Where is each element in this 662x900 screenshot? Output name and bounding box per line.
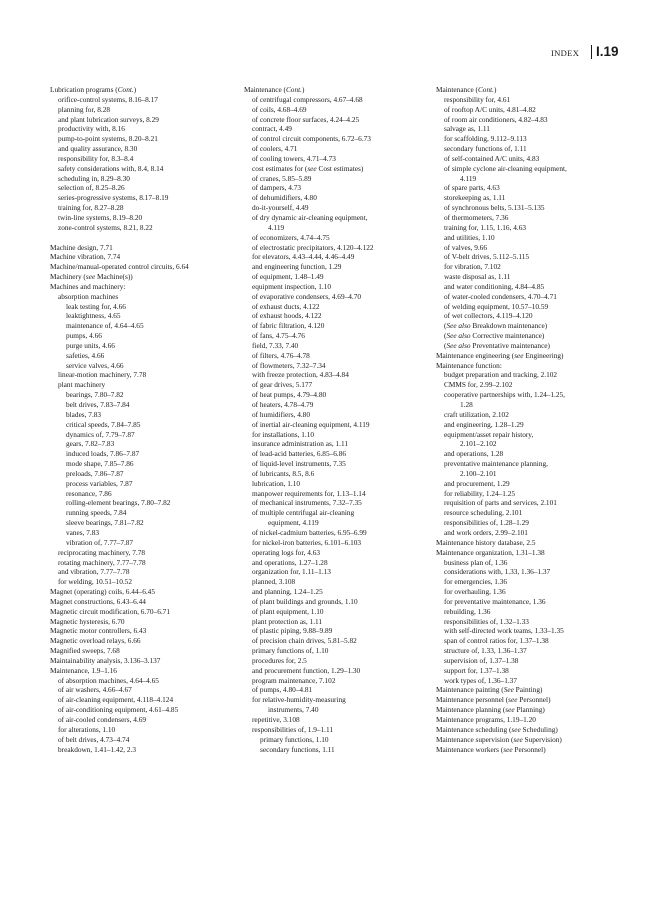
index-subentry: span of control ratios for, 1.37–1.38 <box>444 636 549 646</box>
index-subentry: preventative maintenance planning, <box>444 459 548 469</box>
index-subentry: reciprocating machinery, 7.78 <box>58 547 146 557</box>
index-entry: Maintenance painting (See Painting) <box>436 685 543 695</box>
index-subentry: resource scheduling, 2.101 <box>444 508 523 518</box>
index-subentry: responsibility for, 8.3–8.4 <box>58 153 134 163</box>
index-subentry: of coolers, 4.71 <box>252 144 298 154</box>
index-subentry: induced loads, 7.86–7.87 <box>66 449 140 459</box>
index-subentry: productivity with, 8.16 <box>58 124 125 134</box>
index-subentry: bearings, 7.80–7.82 <box>66 390 124 400</box>
index-subentry: and plant lubrication surveys, 8.29 <box>58 114 159 124</box>
index-subentry: CMMS for, 2.99–2.102 <box>444 380 513 390</box>
index-subentry: of concrete floor surfaces, 4.24–4.25 <box>252 114 360 124</box>
index-subentry: leaktightness, 4.65 <box>66 311 121 321</box>
index-subentry: lubrication, 1.10 <box>252 478 301 488</box>
index-subentry: of thermometers, 7.36 <box>444 212 509 222</box>
index-subentry: dynamics of, 7.79–7.87 <box>66 429 135 439</box>
index-subentry: 4.119 <box>460 173 477 183</box>
index-subentry: 2.100–2.101 <box>460 468 497 478</box>
index-subentry: of lead-acid batteries, 6.85–6.86 <box>252 449 347 459</box>
index-subentry: orifice-control systems, 8.16–8.17 <box>58 94 158 104</box>
index-subentry: and work orders, 2.99–2.101 <box>444 527 528 537</box>
index-subentry: of control circuit components, 6.72–6.73 <box>252 134 371 144</box>
index-entry: Magnified sweeps, 7.68 <box>50 646 120 656</box>
index-subentry: of flowmeters, 7.32–7.34 <box>252 360 326 370</box>
index-subentry: of pumps, 4.80–4.81 <box>252 685 313 695</box>
index-entry: Maintenance engineering (see Engineering) <box>436 350 564 360</box>
index-subentry: for scaffolding, 9.112–9.113 <box>444 134 527 144</box>
index-subentry: of plant buildings and grounds, 1.10 <box>252 596 358 606</box>
index-subentry: repetitive, 3.108 <box>252 715 300 724</box>
index-subentry: pumps, 4.66 <box>66 331 102 341</box>
index-subentry: primary functions of, 1.10 <box>252 646 329 656</box>
index-subentry: procedures for, 2.5 <box>252 655 307 665</box>
index-subentry: purge units, 4.66 <box>66 340 115 350</box>
index-subentry: secondary functions, 1.11 <box>260 744 335 754</box>
index-subentry: for overhauling, 1.36 <box>444 587 506 597</box>
index-subentry: sleeve bearings, 7.81–7.82 <box>66 518 144 528</box>
index-subentry: of precision chain drives, 5.81–5.82 <box>252 636 357 646</box>
index-subentry: blades, 7.83 <box>66 409 102 419</box>
index-subentry: of cooling towers, 4.71–4.73 <box>252 153 336 163</box>
index-subentry: of liquid-level instruments, 7.35 <box>252 459 346 469</box>
index-subentry: program maintenance, 7.102 <box>252 675 336 685</box>
index-subentry: plant protection as, 1.11 <box>252 616 323 626</box>
index-subentry: of exhaust ducts, 4.122 <box>252 301 320 311</box>
index-subentry: 1.28 <box>460 400 473 409</box>
index-subentry: and planning, 1.24–1.25 <box>252 587 323 597</box>
index-subentry: craft utilization, 2.102 <box>444 409 509 419</box>
index-subentry: for reliability, 1.24–1.25 <box>444 488 516 498</box>
index-subentry: (See also Preventative maintenance) <box>444 340 550 350</box>
index-entry: Magnetic overload relays, 6.66 <box>50 636 141 646</box>
index-subentry: for preventative maintenance, 1.36 <box>444 596 546 606</box>
index-subentry: of V-belt drives, 5.112–5.115 <box>444 252 529 262</box>
index-subentry: safeties, 4.66 <box>66 350 105 360</box>
index-subentry: requisition of parts and services, 2.101 <box>444 498 557 508</box>
index-entry: Maintenance supervision (see Supervision) <box>436 734 562 744</box>
index-entry: Lubrication programs (Cont.) <box>50 85 137 94</box>
index-subentry: (See also Breakdown maintenance) <box>444 321 548 331</box>
index-subentry: responsibilities of, 1.32–1.33 <box>444 616 529 626</box>
index-entry: Magnetic circuit modification, 6.70–6.71 <box>50 606 170 616</box>
index-subentry: of heat pumps, 4.79–4.80 <box>252 390 327 400</box>
index-subentry: budget preparation and tracking, 2.102 <box>444 370 558 380</box>
index-entry: Maintenance function: <box>436 360 502 370</box>
index-subentry: vibration of, 7.77–7.87 <box>66 537 134 547</box>
index-subentry: rebuilding, 1.36 <box>444 606 491 616</box>
index-subentry: vanes, 7.83 <box>66 527 100 537</box>
index-subentry: breakdown, 1.41–1.42, 2.3 <box>58 744 137 754</box>
index-subentry: operating logs for, 4.63 <box>252 547 321 557</box>
index-entry: Maintainability analysis, 3.136–3.137 <box>50 655 161 665</box>
index-subentry: rotating machinery, 7.77–7.78 <box>58 557 146 567</box>
index-entry: Magnet (operating) coils, 6.44–6.45 <box>50 587 155 597</box>
index-subentry: and procurement function, 1.29–1.30 <box>252 665 361 675</box>
index-subentry: with freeze protection, 4.83–4.84 <box>252 370 349 380</box>
index-subentry: 2.101–2.102 <box>460 439 497 449</box>
index-entry: Maintenance (Cont.) <box>244 85 305 94</box>
page-header <box>0 0 662 60</box>
index-subentry: of welding equipment, 10.57–10.59 <box>444 301 549 311</box>
index-subentry: and vibration, 7.77–7.78 <box>58 567 130 577</box>
index-subentry: mode shape, 7.85–7.86 <box>66 459 134 469</box>
index-subentry: of dry dynamic air-cleaning equipment, <box>252 212 368 222</box>
index-subentry: training for, 1.15, 1.16, 4.63 <box>444 222 526 232</box>
index-subentry: of lubricants, 8.5, 8.6 <box>252 468 315 478</box>
index-subentry: for nickel-iron batteries, 6.101–6.103 <box>252 537 362 547</box>
index-subentry: of room air conditioners, 4.82–4.83 <box>444 114 548 124</box>
index-subentry: do-it-yourself, 4.49 <box>252 203 309 213</box>
index-subentry: of electrostatic precipitators, 4.120–4.122 <box>252 242 374 252</box>
index-subentry: responsibilities of, 1.28–1.29 <box>444 518 529 528</box>
index-subentry: scheduling in, 8.29–8.30 <box>58 173 130 183</box>
index-subentry: of dehumidifiers, 4.80 <box>252 193 317 203</box>
index-subentry: for installations, 1.10 <box>252 429 315 439</box>
index-subentry: and water conditioning, 4.84–4.85 <box>444 281 545 291</box>
index-subentry: of inertial air-cleaning equipment, 4.119 <box>252 419 370 429</box>
index-entry: Machine design, 7.71 <box>50 242 113 252</box>
index-subentry: of absorption machines, 4.64–4.65 <box>58 675 159 685</box>
index-subentry: equipment, 4.119 <box>268 518 319 528</box>
index-subentry: of humidifiers, 4.80 <box>252 409 310 419</box>
index-entry: Machine vibration, 7.74 <box>50 252 121 262</box>
index-entry: Maintenance personnel (see Personnel) <box>436 695 551 705</box>
index-subentry: of plastic piping, 9.88–9.89 <box>252 626 333 636</box>
index-subentry: safety considerations with, 8.4, 8.14 <box>58 163 164 173</box>
index-subentry: of wet collectors, 4.119–4.120 <box>444 311 533 321</box>
index-entry: Magnetic motor controllers, 6.43 <box>50 626 147 636</box>
entry-gap <box>50 233 236 243</box>
index-subentry: of mechanical instruments, 7.32–7.35 <box>252 498 362 508</box>
index-subentry: of air washers, 4.66–4.67 <box>58 685 132 695</box>
header-divider <box>591 45 592 59</box>
index-subentry: responsibilities of, 1.9–1.11 <box>252 724 334 734</box>
index-entry: Machine/manual-operated control circuits, 6.64 <box>50 262 189 272</box>
index-subentry: for relative-humidity-measuring <box>252 695 346 705</box>
index-subentry: belt drives, 7.83–7.84 <box>66 400 130 409</box>
index-subentry: and engineering, 1.28–1.29 <box>444 419 524 429</box>
index-subentry: and operations, 1.27–1.28 <box>252 557 328 567</box>
index-subentry: of air-cooled condensers, 4.69 <box>58 715 146 724</box>
index-column-1 <box>50 85 236 754</box>
index-subentry: running speeds, 7.84 <box>66 508 127 518</box>
index-subentry: for vibration, 7.102 <box>444 262 501 272</box>
index-subentry: salvage as, 1.11 <box>444 124 490 134</box>
index-subentry: of air-cleaning equipment, 4.118–4.124 <box>58 695 174 705</box>
index-subentry: of exhaust hoods, 4.122 <box>252 311 322 321</box>
index-subentry: planned, 3.108 <box>252 577 296 587</box>
index-subentry: contract, 4.49 <box>252 124 292 134</box>
index-subentry: of cranes, 5.85–5.89 <box>252 173 312 183</box>
index-subentry: equipment/asset repair history, <box>444 429 534 439</box>
page-number: I.19 <box>596 44 619 59</box>
index-subentry: of valves, 9.66 <box>444 242 487 252</box>
index-subentry: for elevators, 4.43–4.44, 4.46–4.49 <box>252 252 355 262</box>
index-subentry: of air-conditioning equipment, 4.61–4.85 <box>58 705 179 715</box>
index-entry: Magnetic hysteresis, 6.70 <box>50 616 125 626</box>
index-subentry: of spare parts, 4.63 <box>444 183 500 193</box>
index-subentry: and quality assurance, 8.30 <box>58 144 138 154</box>
index-subentry: series-progressive systems, 8.17–8.19 <box>58 193 169 203</box>
index-subentry: waste disposal as, 1.11 <box>444 272 511 282</box>
index-subentry: responsibility for, 4.61 <box>444 94 511 104</box>
index-subentry: leak testing for, 4.66 <box>66 301 126 311</box>
index-subentry: zone-control systems, 8.21, 8.22 <box>58 222 153 232</box>
index-subentry: of economizers, 4.74–4.75 <box>252 232 330 242</box>
index-subentry: of water-cooled condensers, 4.70–4.71 <box>444 291 557 301</box>
index-subentry: primary functions, 1.10 <box>260 734 329 744</box>
index-entry: Maintenance planning (see Planning) <box>436 705 545 715</box>
index-subentry: linear-motion machinery, 7.78 <box>58 370 147 380</box>
index-subentry: of filters, 4.76–4.78 <box>252 350 310 360</box>
index-subentry: absorption machines <box>58 291 119 301</box>
index-entry: Maintenance programs, 1.19–1.20 <box>436 715 536 724</box>
index-entry: Maintenance history database, 2.5 <box>436 537 536 547</box>
index-subentry: of centrifugal compressors, 4.67–4.68 <box>252 94 363 104</box>
index-subentry: maintenance of, 4.64–4.65 <box>66 321 144 331</box>
index-subentry: supervision of, 1.37–1.38 <box>444 655 519 665</box>
index-subentry: of equipment, 1.48–1.49 <box>252 272 324 282</box>
index-subentry: and operations, 1.28 <box>444 449 504 459</box>
index-subentry: planning for, 8.28 <box>58 104 110 114</box>
index-subentry: of self-contained A/C units, 4.83 <box>444 153 540 163</box>
index-subentry: business plan of, 1.36 <box>444 557 508 567</box>
index-subentry: of fans, 4.75–4.76 <box>252 331 305 341</box>
index-subentry: preloads, 7.86–7.87 <box>66 468 124 478</box>
index-subentry: organization for, 1.11–1.13 <box>252 567 331 577</box>
index-entry: Magnet constructions, 6.43–6.44 <box>50 596 146 606</box>
index-subentry: of heaters, 4.78–4.79 <box>252 400 314 409</box>
index-subentry: insurance administration as, 1.11 <box>252 439 348 449</box>
index-subentry: equipment inspection, 1.10 <box>252 281 332 291</box>
index-subentry: for emergencies, 1.36 <box>444 577 508 587</box>
index-subentry: of nickel-cadmium batteries, 6.95–6.99 <box>252 527 367 537</box>
index-subentry: with self-directed work teams, 1.33–1.35 <box>444 626 564 636</box>
index-subentry: cooperative partnerships with, 1.24–1.25, <box>444 390 565 400</box>
index-entry: Maintenance scheduling (see Scheduling) <box>436 724 558 734</box>
index-subentry: of coils, 4.68–4.69 <box>252 104 307 114</box>
index-subentry: pump-to-point systems, 8.20–8.21 <box>58 134 158 144</box>
index-subentry: of plant equipment, 1.10 <box>252 606 324 616</box>
index-subentry: of evaporative condensers, 4.69–4.70 <box>252 291 362 301</box>
index-subentry: service valves, 4.66 <box>66 360 124 370</box>
index-subentry: secondary functions of, 1.11 <box>444 144 527 154</box>
index-subentry: of dampers, 4.73 <box>252 183 302 193</box>
index-entry: Machinery (see Machine(s)) <box>50 272 133 282</box>
index-subentry: of belt drives, 4.73–4.74 <box>58 734 130 744</box>
index-subentry: structure of, 1.33, 1.36–1.37 <box>444 646 527 656</box>
index-subentry: of synchronous belts, 5.131–5.135 <box>444 203 545 213</box>
index-subentry: and utilities, 1.10 <box>444 232 495 242</box>
index-entry: Machines and machinery: <box>50 281 126 291</box>
index-subentry: process variables, 7.87 <box>66 478 133 488</box>
index-subentry: twin-line systems, 8.19–8.20 <box>58 212 143 222</box>
index-subentry: and procurement, 1.29 <box>444 478 510 488</box>
index-subentry: of simple cyclone air-cleaning equipment, <box>444 163 567 173</box>
index-subentry: instruments, 7.40 <box>268 705 319 715</box>
index-subentry: plant machinery <box>58 380 106 390</box>
index-subentry: resonance, 7.86 <box>66 488 112 498</box>
index-subentry: of fabric filtration, 4.120 <box>252 321 325 331</box>
index-column-2 <box>244 85 430 754</box>
index-subentry: critical speeds, 7.84–7.85 <box>66 419 141 429</box>
index-entry: Maintenance (Cont.) <box>436 85 497 94</box>
index-subentry: manpower requirements for, 1.13–1.14 <box>252 488 366 498</box>
index-subentry: and engineering function, 1.29 <box>252 262 342 272</box>
index-entry: Maintenance organization, 1.31–1.38 <box>436 547 545 557</box>
index-subentry: rolling-element bearings, 7.80–7.82 <box>66 498 171 508</box>
index-subentry: of multiple centrifugal air-cleaning <box>252 508 355 518</box>
index-subentry: 4.119 <box>268 222 285 232</box>
index-subentry: of gear drives, 5.177 <box>252 380 313 390</box>
index-entry: Maintenance, 1.9–1.16 <box>50 665 117 675</box>
index-subentry: storekeeping as, 1.11 <box>444 193 506 203</box>
index-column-3 <box>436 85 622 754</box>
index-subentry: support for, 1.37–1.38 <box>444 665 509 675</box>
index-entry: Maintenance workers (see Personnel) <box>436 744 546 754</box>
index-subentry: for welding, 10.51–10.52 <box>58 577 132 587</box>
index-subentry: cost estimates for (see Cost estimates) <box>252 163 364 173</box>
index-subentry: training for, 8.27–8.28 <box>58 203 124 213</box>
index-subentry: selection of, 8.25–8.26 <box>58 183 125 193</box>
index-subentry: for alterations, 1.10 <box>58 724 116 734</box>
index-subentry: of rooftop A/C units, 4.81–4.82 <box>444 104 536 114</box>
index-subentry: field, 7.33, 7.40 <box>252 340 299 350</box>
index-subentry: gears, 7.82–7.83 <box>66 439 115 449</box>
index-subentry: considerations with, 1.33, 1.36–1.37 <box>444 567 551 577</box>
running-head-index: INDEX <box>551 48 580 58</box>
index-subentry: (See also Corrective maintenance) <box>444 331 545 341</box>
index-subentry: work types of, 1.36–1.37 <box>444 675 517 685</box>
